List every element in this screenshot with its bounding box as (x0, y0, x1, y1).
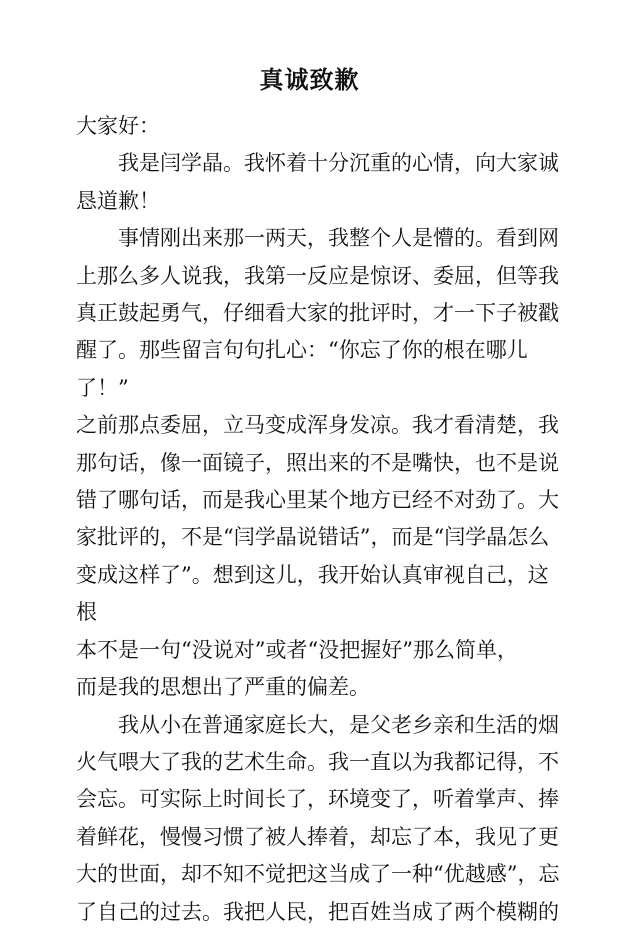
text-line: 大的世面，却不知不觉把这当成了一种“优越感”，忘 (76, 862, 560, 887)
text-line: 我是闫学晶。我怀着十分沉重的心情，向大家诚 (118, 151, 559, 176)
text-line: 火气喂大了我的艺术生命。我一直以为我都记得，不 (76, 749, 559, 774)
text-line: 家批评的，不是“闫学晶说错话”，而是“闫学晶怎么 (76, 525, 550, 550)
text-line: 那句话，像一面镜子，照出来的不是嘴快，也不是说 (76, 450, 559, 475)
text-line: 真正鼓起勇气，仔细看大家的批评时，才一下子被戳 (76, 301, 559, 326)
text-line: 本不是一句“没说对”或者“没把握好”那么简单， (76, 637, 518, 662)
text-line: 而是我的思想出了严重的偏差。 (76, 675, 370, 700)
paragraph-3 (76, 707, 566, 931)
text-line: 错了哪句话，而是我心里某个地方已经不对劲了。大 (76, 488, 559, 513)
document-title: 真诚致歉 (259, 65, 360, 94)
text-line: 会忘。可实际上时间长了，环境变了，听着掌声、捧 (76, 787, 559, 812)
text-line: 着鲜花，慢慢习惯了被人捧着，却忘了本，我见了更 (76, 824, 559, 849)
paragraph-2 (76, 220, 566, 706)
text-line: 变成这样了”。想到这儿，我开始认真审视自己，这根 (76, 562, 549, 625)
text-line: 了自己的过去。我把人民，把百姓当成了两个模糊的 (76, 899, 559, 924)
greeting: 大家好： (76, 114, 160, 138)
document-body (76, 108, 566, 931)
text-line: 之前那点委屈，立马变成浑身发凉。我才看清楚，我 (76, 413, 559, 438)
text-line: 上那么多人说我，我第一反应是惊讶、委屈，但等我 (76, 263, 559, 288)
text-line: 恳道歉！ (76, 188, 160, 213)
text-line: 我从小在普通家庭长大，是父老乡亲和生活的烟 (118, 712, 559, 737)
text-line: 醒了。那些留言句句扎心：“你忘了你的根在哪儿了！” (76, 338, 528, 400)
paragraph-1 (76, 145, 566, 220)
text-line: 事情刚出来那一两天，我整个人是懵的。看到网 (118, 226, 559, 251)
